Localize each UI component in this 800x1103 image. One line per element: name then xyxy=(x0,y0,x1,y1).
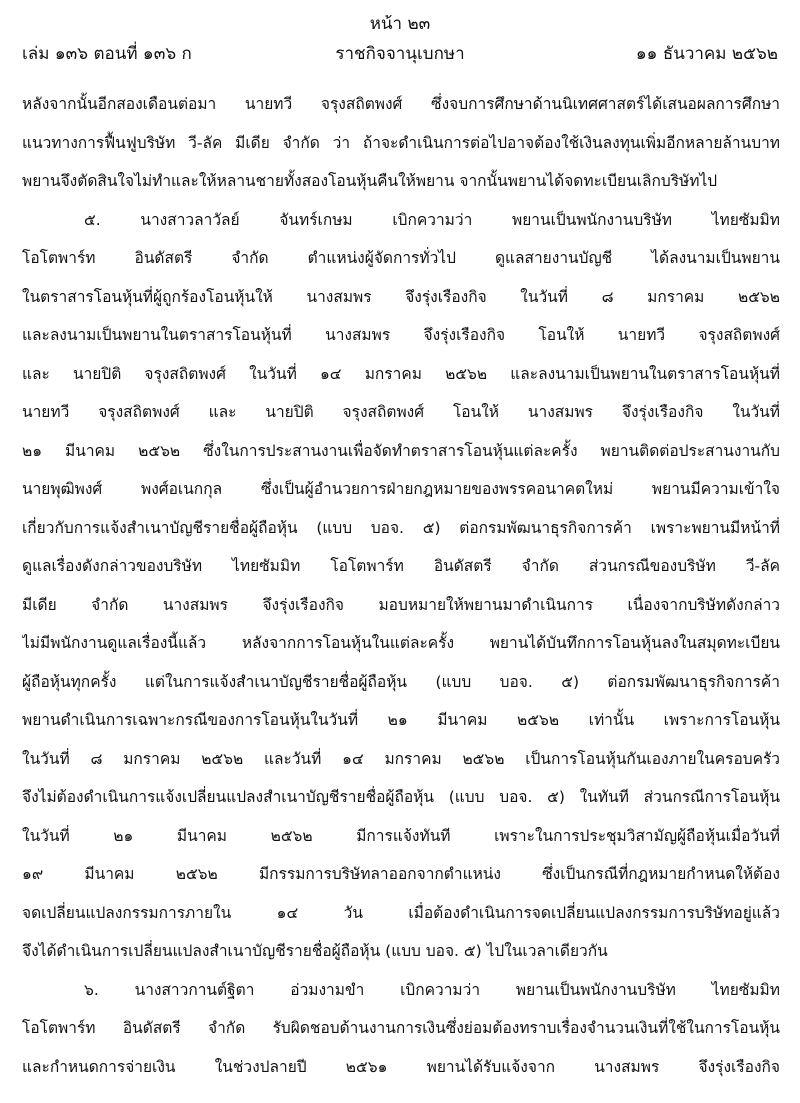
text-line: ดูแลเรื่องดังกล่าวของบริษัท ไทยซัมมิท โอโตพาร์ท อินดัสตรี จำกัด ส่วนกรณีของบริษัท วี-ลัค xyxy=(22,557,780,575)
text-line: แนวทางการฟื้นฟูบริษัท วี-ลัค มีเดีย จำกัด ว่า ถ้าจะดำเนินการต่อไปอาจต้องใช้เงินลงทุนเพิ่มอีกหลายล้านบาท xyxy=(22,133,780,152)
text-line: เกี่ยวกับการแจ้งสำเนาบัญชีรายชื่อผู้ถือหุ้น (แบบ บอจ. ๕) ต่อกรมพัฒนาธุรกิจการค้า เพราะพยานมีหน้าที่ xyxy=(22,518,780,537)
text-line: จดเปลี่ยนแปลงกรรมการภายใน ๑๔ วัน เมื่อต้องดำเนินการจดเปลี่ยนแปลงกรรมการบริษัทอยู่แล้ว xyxy=(22,903,780,922)
text-line: และลงนามเป็นพยานในตราสารโอนหุ้นที่ นางสมพร จึงรุ่งเรืองกิจ โอนให้ นายทวี จรุงสถิตพงศ์ xyxy=(22,326,780,344)
text-line: นายทวี จรุงสถิตพงศ์ และ นายปิติ จรุงสถิตพงศ์ โอนให้ นางสมพร จึงรุ่งเรืองกิจ ในวันที่ xyxy=(22,403,780,421)
text-line: ในวันที่ ๒๑ มีนาคม ๒๕๖๒ มีการแจ้งทันที เพราะในการประชุมวิสามัญผู้ถือหุ้นเมื่อวันที่ xyxy=(22,826,780,845)
text-line: โอโตพาร์ท อินดัสตรี จำกัด รับผิดชอบด้านงานการเงินซึ่งย่อมต้องทราบเรื่องจำนวนเงินที่ใช้ในการโอนหุ้น xyxy=(22,1019,780,1037)
text-line: และ นายปิติ จรุงสถิตพงศ์ ในวันที่ ๑๔ มกราคม ๒๕๖๒ และลงนามเป็นพยานในตราสารโอนหุ้นที่ xyxy=(22,364,780,383)
text-line: ผู้ถือหุ้นทุกครั้ง แต่ในการแจ้งสำเนาบัญชีรายชื่อผู้ถือหุ้น (แบบ บอจ. ๕) ต่อกรมพัฒนาธุรกิจการค้า xyxy=(22,672,780,691)
volume-issue: เล่ม ๑๓๖ ตอนที่ ๑๓๖ ก xyxy=(22,44,192,64)
text-line: โอโตพาร์ท อินดัสตรี จำกัด ตำแหน่งผู้จัดการทั่วไป ดูแลสายงานบัญชี ได้ลงนามเป็นพยาน xyxy=(22,249,780,267)
text-line: ๑๙ มีนาคม ๒๕๖๒ มีกรรมการบริษัทลาออกจากตำแหน่ง ซึ่งเป็นกรณีที่กฎหมายกำหนดให้ต้อง xyxy=(22,865,780,883)
text-line: ๒๑ มีนาคม ๒๕๖๒ ซึ่งในการประสานงานเพื่อจัดทำตราสารโอนหุ้นแต่ละครั้ง พยานติดต่อประสานงานกับ xyxy=(22,441,780,460)
document-body xyxy=(22,85,780,1086)
text-line: หลังจากนั้นอีกสองเดือนต่อมา นายทวี จรุงสถิตพงศ์ ซึ่งจบการศึกษาด้านนิเทศศาสตร์ได้เสนอผลการศึกษา xyxy=(22,95,780,113)
page-number: หน้า ๒๓ xyxy=(369,14,431,34)
paragraph-start-line: ๖. นางสาวกานต์ฐิตา อ่วมงามขำ เบิกความว่า พยานเป็นพนักงานบริษัท ไทยซัมมิท xyxy=(84,980,780,999)
publication-title: ราชกิจจานุเบกษา xyxy=(335,44,465,64)
page-header xyxy=(0,0,800,72)
text-line: ในวันที่ ๘ มกราคม ๒๕๖๒ และวันที่ ๑๔ มกราคม ๒๕๖๒ เป็นการโอนหุ้นกันเองภายในครอบครัว xyxy=(22,749,780,768)
text-line: จึงไม่ต้องดำเนินการแจ้งเปลี่ยนแปลงสำเนาบัญชีรายชื่อผู้ถือหุ้น (แบบ บอจ. ๕) ในทันที ส่วนกรณีการโอนหุ้น xyxy=(22,788,780,806)
text-line: พยานดำเนินการเฉพาะกรณีของการโอนหุ้นในวันที่ ๒๑ มีนาคม ๒๕๖๒ เท่านั้น เพราะการโอนหุ้น xyxy=(22,711,780,729)
text-line: ไม่มีพนักงานดูแลเรื่องนี้แล้ว หลังจากการโอนหุ้นในแต่ละครั้ง พยานได้บันทึกการโอนหุ้นลงในสมุดทะเบียน xyxy=(22,634,780,652)
publication-date: ๑๑ ธันวาคม ๒๕๖๒ xyxy=(635,44,778,64)
text-line: พยานจึงตัดสินใจไม่ทำและให้หลานชายทั้งสองโอนหุ้นคืนให้พยาน จากนั้นพยานได้จดทะเบียนเลิกบริษัทไป xyxy=(22,172,718,190)
text-line: จึงได้ดำเนินการเปลี่ยนแปลงสำเนาบัญชีรายชื่อผู้ถือหุ้น (แบบ บอจ. ๕) ไปในเวลาเดียวกัน xyxy=(22,942,608,960)
text-line: นายพุฒิพงศ์ พงศ์อเนกกุล ซึ่งเป็นผู้อำนวยการฝ่ายกฎหมายของพรรคอนาคตใหม่ พยานมีความเข้าใจ xyxy=(22,480,780,498)
text-line: ในตราสารโอนหุ้นที่ผู้ถูกร้องโอนหุ้นให้ นางสมพร จึงรุ่งเรืองกิจ ในวันที่ ๘ มกราคม ๒๕๖๒ xyxy=(22,287,780,306)
text-line: และกำหนดการจ่ายเงิน ในช่วงปลายปี ๒๕๖๑ พยานได้รับแจ้งจาก นางสมพร จึงรุ่งเรืองกิจ xyxy=(22,1057,780,1076)
text-line: มีเดีย จำกัด นางสมพร จึงรุ่งเรืองกิจ มอบหมายให้พยานมาดำเนินการ เนื่องจากบริษัทดังกล่าว xyxy=(22,595,780,614)
paragraph-start-line: ๕. นางสาวลาวัลย์ จันทร์เกษม เบิกความว่า พยานเป็นพนักงานบริษัท ไทยซัมมิท xyxy=(84,210,780,229)
